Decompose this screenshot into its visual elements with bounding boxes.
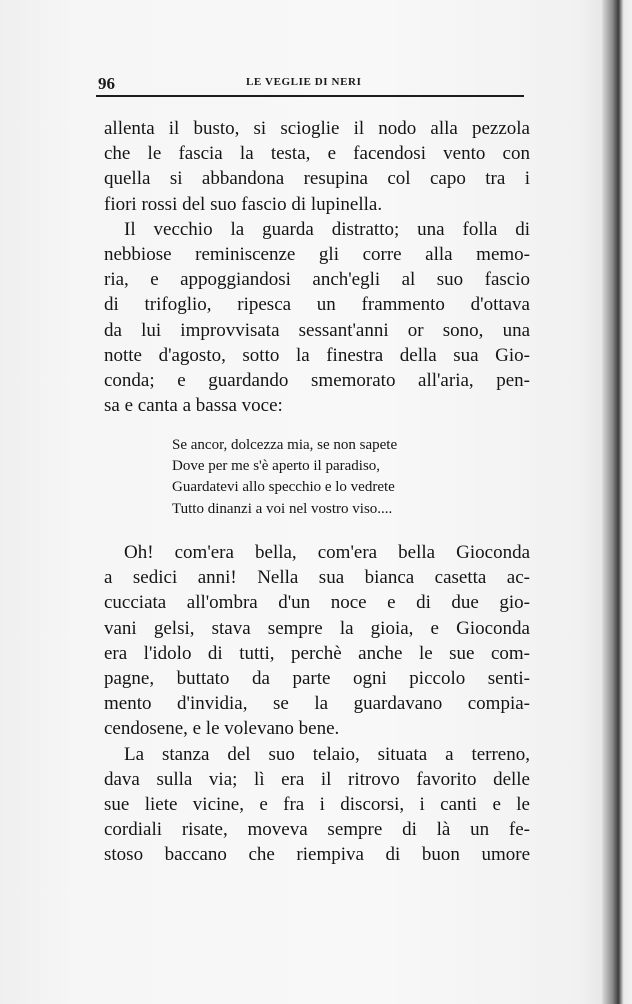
text-line: fiori rossi del suo fascio di lupinella. (104, 193, 383, 215)
text-line: vani gelsi, stava sempre la gioia, e Gioconda (104, 617, 530, 639)
text-line: notte d'agosto, sotto la finestra della sua Gio- (104, 344, 530, 366)
page-header (98, 72, 524, 96)
closing-text (104, 540, 530, 867)
page-number: 96 (98, 74, 115, 93)
running-title: LE VEGLIE DI NERI (246, 76, 362, 88)
text-line: cucciata all'ombra d'un noce e di due gio- (104, 592, 530, 614)
text-line: che le fascia la testa, e facendosi vento con (104, 143, 530, 165)
text-line: pagne, buttato da parte ogni piccolo senti- (104, 667, 530, 689)
text-line: era l'idolo di tutti, perchè anche le sue com- (104, 642, 530, 664)
text-line: ria, e appoggiandosi anch'egli al suo fascio (104, 269, 530, 291)
text-line: Il vecchio la guarda distratto; una folla di (124, 218, 530, 240)
text-line: allenta il busto, si scioglie il nodo alla pezzola (104, 118, 530, 139)
text-line: sue liete vicine, e fra i discorsi, i canti e le (104, 793, 530, 815)
text-line: cendosene, e le volevano bene. (104, 718, 340, 740)
verse-quote (172, 435, 492, 520)
text-line: dava sulla via; lì era il ritrovo favorito delle (104, 768, 530, 790)
text-line: La stanza del suo telaio, situata a terreno, (124, 743, 530, 765)
verse-line: Tutto dinanzi a voi nel vostro viso.... (172, 500, 393, 517)
text-line: da lui improvvisata sessant'anni or sono, una (104, 319, 530, 341)
page-gutter-shadow (602, 0, 632, 1004)
text-line: cordiali risate, moveva sempre di là un fe- (104, 819, 530, 841)
verse-line: Se ancor, dolcezza mia, se non sapete (172, 437, 398, 453)
text-line: sa e canta a bassa voce: (104, 395, 283, 417)
text-line: di trifoglio, ripesca un frammento d'ottava (104, 294, 530, 316)
text-line: a sedici anni! Nella sua bianca casetta ac- (104, 567, 530, 589)
opening-text (104, 116, 530, 418)
text-line: conda; e guardando smemorato all'aria, pen- (104, 369, 530, 391)
text-line: Oh! com'era bella, com'era bella Gioconda (124, 542, 530, 563)
header-rule (96, 95, 524, 97)
verse-line: Guardatevi allo specchio e lo vedrete (172, 479, 395, 496)
text-line: mento d'invidia, se la guardavano compia- (104, 693, 530, 715)
text-line: nebbiose reminiscenze gli corre alla memo- (104, 243, 530, 265)
text-line: stoso baccano che riempiva di buon umore (104, 844, 530, 866)
text-line: quella si abbandona resupina col capo tra i (104, 168, 530, 190)
verse-line: Dove per me s'è aperto il paradiso, (172, 458, 381, 475)
